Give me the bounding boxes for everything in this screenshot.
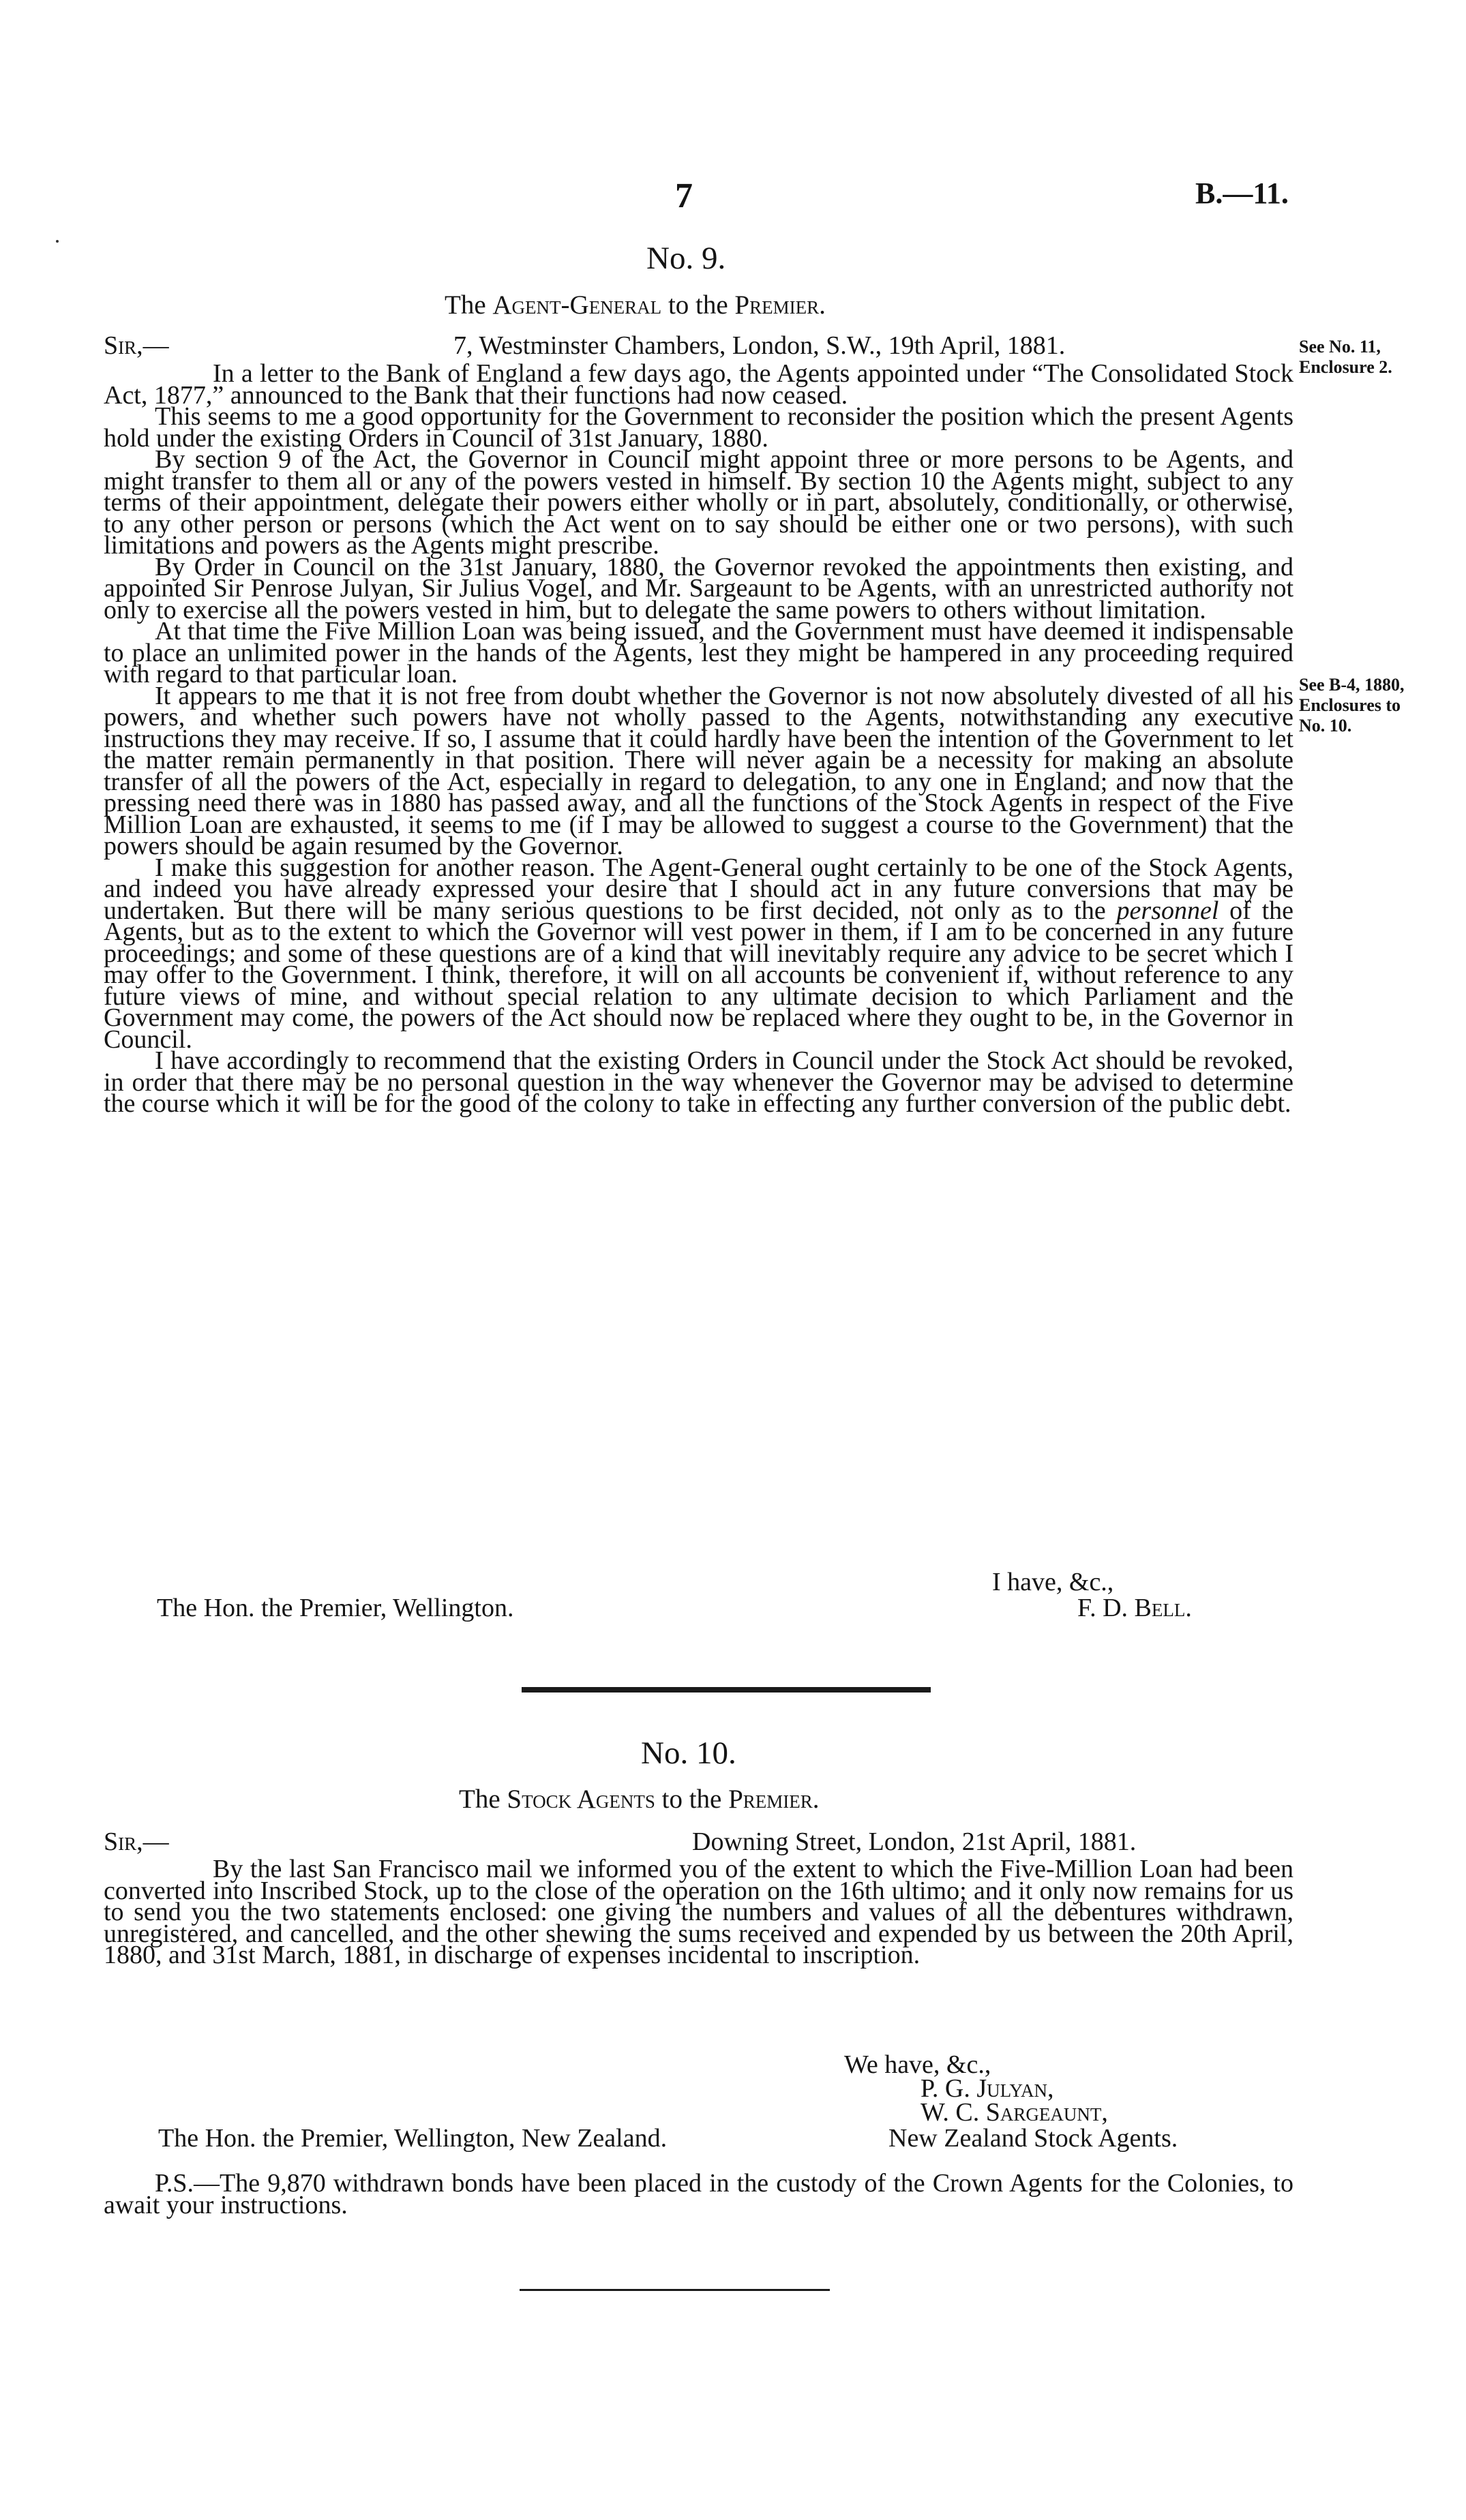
letter-10-postscript-block [104,2169,1293,2219]
letter-10-title [459,1784,820,1815]
letter-9-paragraph-6: It appears to me that it is not free from doubt whether the Governor is not now absolutely divested of all his powers, and whether such powers have not wholly passed to the Agents, notwithstanding any executive instructions they may receive. If so, I assume that it could hardly have been the intention of the Government to let the matter remain permanently in that position. There will never again be a necessity for making an absolute transfer of all the powers of the Act, especially in regard to delegation, to any one in England; and now that the pressing need there was in 1880 has passed away, and all the functions of the Stock Agents in respect of the Five Million Loan are exhausted, it seems to me (if I may be allowed to suggest a course to the Government) that the powers should be again resumed by the Governor. [104,681,1293,860]
letter-10-addressee: The Hon. the Premier, Wellington, New Zealand. [158,2124,668,2153]
margin-note-2 [1299,675,1405,736]
letter-10-salutation: Sir,— [104,1827,169,1856]
title-the: The [459,1785,507,1814]
letter-9-salutation: Sir,— [104,331,169,360]
document-reference: B.—11. [1195,177,1289,210]
letter-9-address: 7, Westminster Chambers, London, S.W., 19th April, 1881. [453,331,1066,360]
letter-9-paragraph-1: In a letter to the Bank of England a few days ago, the Agents appointed under “The Consolidated Stock Act, 1877,” announced to the Bank that their functions had now ceased. [104,359,1293,410]
margin-note-1 [1299,337,1392,378]
paragraph-7-italic: personnel [1116,896,1219,925]
letter-9-paragraph-3: By section 9 of the Act, the Governor in Council might appoint three or more persons to be Agents, and might transfer to them all or any of the powers vested in himself. By section 10 the Agents might, subject to any terms of their appointment, delegate their powers either wholly or in part, absolutely, conditionally, or otherwise, to any other person or persons (which the Act went on to say should be either one or two persons), with such limitations and powers as the Agents might prescribe. [104,445,1293,560]
letter-9-addressee: The Hon. the Premier, Wellington. [157,1594,514,1622]
letter-10-body [104,1855,1293,1969]
letter-9-paragraph-4: By Order in Council on the 31st January, 1880, the Governor revoked the appointments then existing, and appointed Sir Penrose Julyan, Sir Julius Vogel, and Mr. Sargeaunt to be Agents, with an unrestricted authority not only to exercise all the powers vested in him, but to delegate the same powers to others without limitation. [104,552,1293,624]
letter-9-paragraph-2: This seems to me a good opportunity for the Government to reconsider the position which the present Agents hold under the existing Orders in Council of 31st January, 1880. [104,402,1293,453]
letter-10-signatory-title: New Zealand Stock Agents. [888,2124,1178,2153]
title-to-the: to the [661,290,735,320]
title-the: The [445,290,493,320]
letter-10-paragraph: By the last San Francisco mail we informed you of the extent to which the Five-Million Loan had been converted into Inscribed Stock, up to the close of the operation on the 16th ultimo; and it only now remains for us to send you the two statements enclosed: one giving the numbers and values of all the debentures withdrawn, unregistered, and cancelled, and the other shewing the sums received and expended by us between the 20th April, 1880, and 31st March, 1881, in discharge of expenses incidental to inscription. [104,1855,1293,1969]
margin-note-1-line-2: Enclosure 2. [1299,357,1392,377]
letter-10-address: Downing Street, London, 21st April, 1881. [692,1827,1137,1856]
title-sender: Stock Agents [507,1785,655,1814]
end-rule [520,2289,830,2291]
letter-10-signatory-2: W. C. Sargeaunt, [921,2098,1108,2127]
letter-9-paragraph-8: I have accordingly to recommend that the existing Orders in Council under the Stock Act should be revoked, in order that there may be no personal question in the way whenever the Governor may be advised to determine the course which it will be for the good of the colony to take in effecting any further conversion of the public debt. [104,1046,1293,1118]
letter-10-signatory-1: P. G. Julyan, [921,2074,1054,2103]
letter-9-paragraph-7 [104,853,1293,1054]
print-speck [56,240,59,243]
letter-10-closing: We have, &c., [844,2050,991,2079]
letter-9-closing: I have, &c., [992,1568,1114,1596]
margin-note-2-line-3: No. 10. [1299,716,1352,735]
title-to-the: to the [655,1785,729,1814]
section-divider [522,1687,931,1692]
letter-10-postscript: P.S.—The 9,870 withdrawn bonds have been placed in the custody of the Crown Agents for the Colonies, to await your instructions. [104,2169,1293,2219]
margin-note-2-line-1: See B-4, 1880, [1299,675,1405,695]
title-recipient: Premier. [728,1785,820,1814]
letter-10-number: No. 10. [641,1735,736,1771]
letter-9-number: No. 9. [646,241,726,276]
paragraph-7-rest: of the Agents, but as to the extent to which the Governor will vest power in them, if I am to be concerned in any future proceedings; and some of these questions are of a kind that will inevitably require any advice to be secret which I may offer to the Government. I think, therefore, it will on all accounts be convenient if, without reference to any future views of mine, and without special relation to any ultimate decision to which Parliament and the Government may come, the powers of the Act should now be replaced where they ought to be, in the Governor in Council. [104,896,1293,1054]
letter-9-signature: F. D. Bell. [1077,1594,1192,1622]
letter-9-title [445,290,826,320]
margin-note-1-line-1: See No. 11, [1299,337,1381,356]
title-recipient: Premier. [734,290,826,320]
title-sender: Agent-General [492,290,662,320]
margin-note-2-line-2: Enclosures to [1299,695,1401,715]
page-number: 7 [675,177,693,215]
letter-9-paragraph-5: At that time the Five Million Loan was being issued, and the Government must have deemed it indispensable to place an unlimited power in the hands of the Agents, lest they might be hampered in any proceeding required with regard to that particular loan. [104,617,1293,688]
paragraph-7-start: I make this suggestion for another reason. The Agent-General ought certainly to be one of the Stock Agents, and indeed you have already expressed your desire that I should act in any future conversions that may be undertaken. But there will be many serious questions to be first decided, not only as to the [104,853,1293,925]
letter-9-body [104,359,1293,1118]
